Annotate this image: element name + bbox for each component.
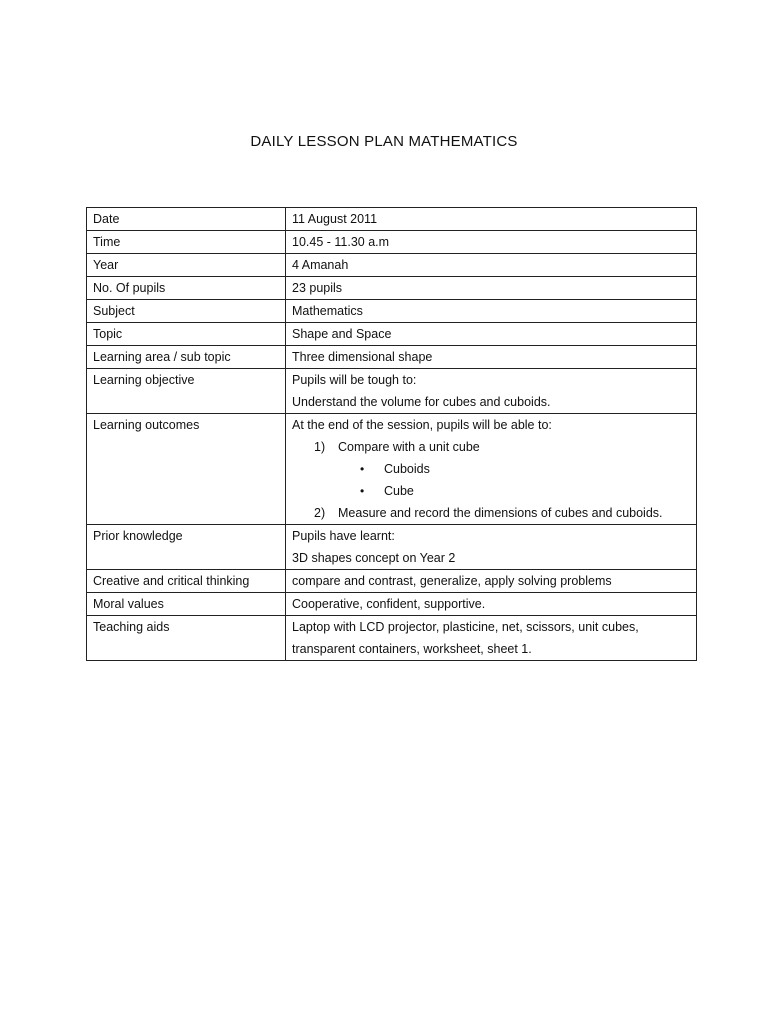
date-label: Date [87,208,286,231]
table-row-learning-area [87,346,697,369]
prior-knowledge-line: Pupils have learnt: [292,529,395,543]
learning-objective-line: Understand the volume for cubes and cuboids. [292,395,551,409]
list-item [314,436,690,502]
outcomes-list [292,436,690,524]
list-item [314,502,690,524]
table-row-learning-objective [87,369,697,414]
creative-thinking-value: compare and contrast, generalize, apply solving problems [286,570,697,593]
bullet-text: Cuboids [384,462,430,476]
creative-thinking-label: Creative and critical thinking [87,570,286,593]
learning-objective-label: Learning objective [87,369,286,414]
moral-values-label: Moral values [87,593,286,616]
learning-outcomes-label: Learning outcomes [87,414,286,525]
list-number: 1) [314,440,326,454]
learning-area-label: Learning area / sub topic [87,346,286,369]
topic-value: Shape and Space [286,323,697,346]
year-label: Year [87,254,286,277]
table-row-teaching-aids [87,616,697,661]
date-value: 11 August 2011 [286,208,697,231]
teaching-aids-label: Teaching aids [87,616,286,661]
list-item [360,480,690,502]
pupils-label: No. Of pupils [87,277,286,300]
prior-knowledge-label: Prior knowledge [87,525,286,570]
table-row-time [87,231,697,254]
teaching-aids-value: Laptop with LCD projector, plasticine, net, scissors, unit cubes, transparent containers, worksheet, sheet 1. [286,616,697,661]
table-row-pupils [87,277,697,300]
bullet-icon: • [360,484,365,498]
prior-knowledge-line: 3D shapes concept on Year 2 [292,551,456,565]
outcome-text: Measure and record the dimensions of cubes and cuboids. [338,506,663,520]
learning-objective-line: Pupils will be tough to: [292,373,417,387]
subject-label: Subject [87,300,286,323]
table-row-moral-values [87,593,697,616]
bullet-list [338,458,690,502]
time-value: 10.45 - 11.30 a.m [286,231,697,254]
learning-outcomes-intro: At the end of the session, pupils will be able to: [292,418,552,432]
time-label: Time [87,231,286,254]
topic-label: Topic [87,323,286,346]
outcome-text: Compare with a unit cube [338,440,480,454]
table-row-prior-knowledge [87,525,697,570]
year-value: 4 Amanah [286,254,697,277]
table-row-topic [87,323,697,346]
learning-outcomes-value [286,414,697,525]
learning-area-value: Three dimensional shape [286,346,697,369]
list-item [360,458,690,480]
table-row-year [87,254,697,277]
prior-knowledge-value [286,525,697,570]
moral-values-value: Cooperative, confident, supportive. [286,593,697,616]
page-title: DAILY LESSON PLAN MATHEMATICS [250,133,518,150]
table-row-learning-outcomes [87,414,697,525]
table-row-creative-thinking [87,570,697,593]
learning-objective-value [286,369,697,414]
table-row-date [87,208,697,231]
subject-value: Mathematics [286,300,697,323]
table-row-subject [87,300,697,323]
lesson-plan-table [86,207,697,661]
bullet-text: Cube [384,484,414,498]
list-number: 2) [314,506,326,520]
pupils-value: 23 pupils [286,277,697,300]
bullet-icon: • [360,462,365,476]
